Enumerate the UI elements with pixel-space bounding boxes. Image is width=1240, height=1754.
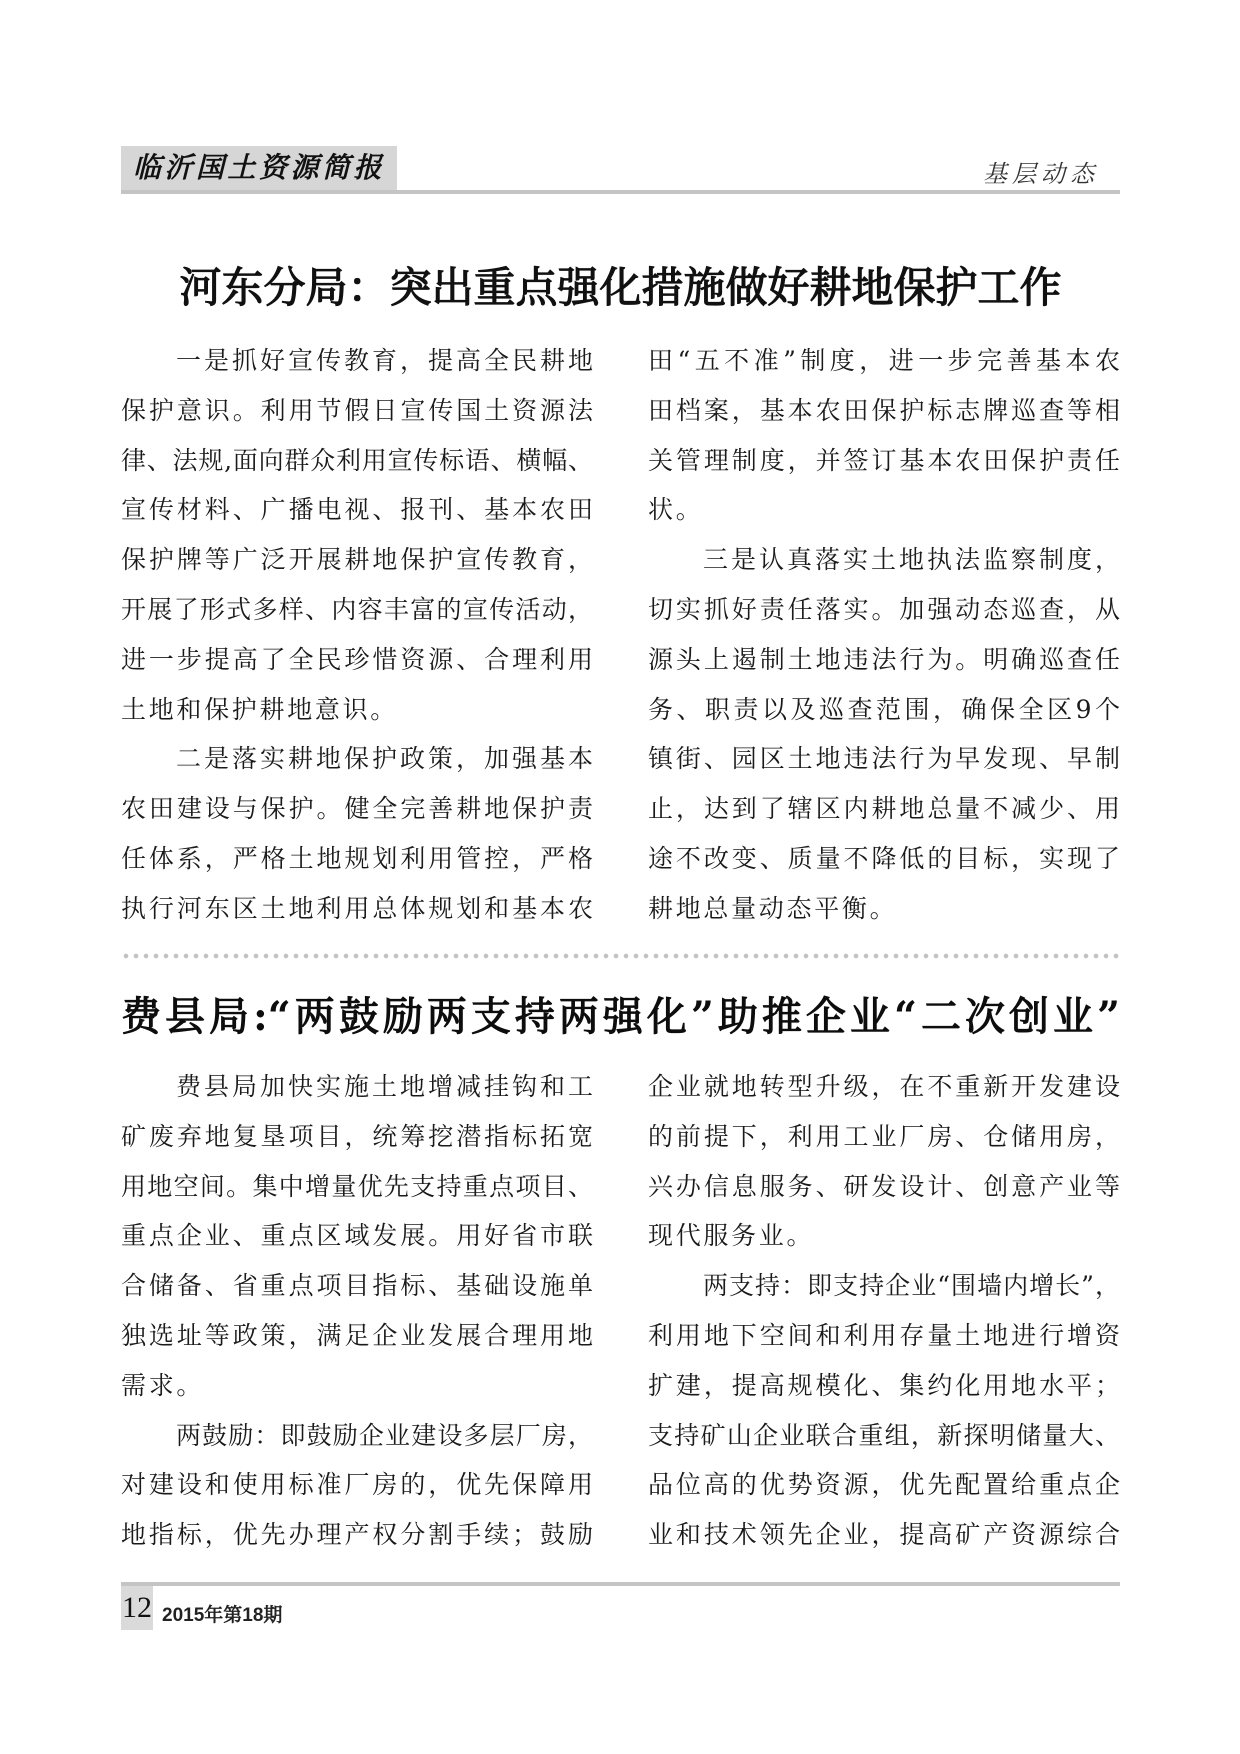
text-line: 的前提下，利用工业厂房、仓储用房， xyxy=(648,1121,1120,1151)
text-line: 品位高的优势资源，优先配置给重点企 xyxy=(648,1470,1120,1500)
section-label: 基层动态 xyxy=(983,160,1099,188)
text-line: 源头上遏制土地违法行为。明确巡查任 xyxy=(648,644,1120,674)
text-line: 田“五不准”制度，进一步完善基本农 xyxy=(648,346,1120,375)
text-line: 独选址等政策，满足企业发展合理用地 xyxy=(121,1320,593,1350)
text-line: 田档案，基本农田保护标志牌巡查等相 xyxy=(648,395,1120,425)
text-line: 两鼓励：即鼓励企业建设多层厂房， xyxy=(176,1420,593,1450)
text-line: 农田建设与保护。健全完善耕地保护责 xyxy=(121,794,593,824)
text-line: 业和技术领先企业，提高矿产资源综合 xyxy=(648,1520,1120,1550)
footer-rule xyxy=(121,1582,1120,1586)
text-line: 利用地下空间和利用存量土地进行增资 xyxy=(648,1320,1120,1350)
article-divider xyxy=(121,953,1120,959)
text-line: 土地和保护耕地意识。 xyxy=(121,694,399,724)
text-line: 两支持：即支持企业“围墙内增长”， xyxy=(703,1271,1120,1301)
article-title: 费县局:“两鼓励两支持两强化”助推企业“二次创业” xyxy=(121,993,1120,1040)
text-line: 费县局加快实施土地增减挂钩和工 xyxy=(176,1072,593,1101)
text-line: 合储备、省重点项目指标、基础设施单 xyxy=(121,1271,593,1301)
text-line: 地指标，优先办理产权分割手续；鼓励 xyxy=(121,1520,593,1550)
article-column-left xyxy=(121,336,593,934)
text-line: 任体系，严格土地规划利用管控，严格 xyxy=(121,843,593,873)
text-line: 宣传材料、广播电视、报刊、基本农田 xyxy=(121,495,593,525)
text-line: 镇街、园区土地违法行为早发现、早制 xyxy=(648,744,1120,774)
text-line: 兴办信息服务、研发设计、创意产业等 xyxy=(648,1171,1120,1201)
issue-label: 2015年第18期 xyxy=(162,1605,283,1626)
page-number: 12 xyxy=(121,1586,153,1630)
text-line: 进一步提高了全民珍惜资源、合理利用 xyxy=(121,644,593,674)
text-line: 止，达到了辖区内耕地总量不减少、用 xyxy=(648,794,1120,824)
text-line: 状。 xyxy=(648,495,704,525)
text-line: 保护意识。利用节假日宣传国土资源法 xyxy=(121,395,593,425)
header-bar xyxy=(121,146,397,192)
text-line: 现代服务业。 xyxy=(648,1221,815,1251)
text-line: 执行河东区土地利用总体规划和基本农 xyxy=(121,893,593,923)
text-line: 支持矿山企业联合重组，新探明储量大、 xyxy=(648,1420,1120,1450)
text-line: 开展了形式多样、内容丰富的宣传活动， xyxy=(121,594,593,624)
text-line: 切实抓好责任落实。加强动态巡查，从 xyxy=(648,594,1120,624)
text-line: 用地空间。集中增量优先支持重点项目、 xyxy=(121,1171,593,1201)
text-line: 保护牌等广泛开展耕地保护宣传教育， xyxy=(121,545,593,575)
text-line: 对建设和使用标准厂房的，优先保障用 xyxy=(121,1470,593,1500)
article-column-right xyxy=(648,1062,1120,1560)
text-line: 二是落实耕地保护政策，加强基本 xyxy=(176,744,593,774)
text-line: 务、职责以及巡查范围，确保全区9个 xyxy=(648,694,1120,724)
text-line: 矿废弃地复垦项目，统筹挖潜指标拓宽 xyxy=(121,1121,593,1151)
text-line: 重点企业、重点区域发展。用好省市联 xyxy=(121,1221,593,1251)
article-column-right xyxy=(648,336,1120,934)
publication-name: 临沂国土资源简报 xyxy=(133,153,386,184)
text-line: 三是认真落实土地执法监察制度， xyxy=(703,545,1120,575)
text-line: 律、法规,面向群众利用宣传标语、横幅、 xyxy=(121,445,593,475)
text-line: 耕地总量动态平衡。 xyxy=(648,893,898,923)
header-rule xyxy=(121,190,1120,194)
text-line: 一是抓好宣传教育，提高全民耕地 xyxy=(176,346,593,375)
text-line: 企业就地转型升级，在不重新开发建设 xyxy=(648,1072,1120,1101)
article-title: 河东分局：突出重点强化措施做好耕地保护工作 xyxy=(179,263,1062,312)
text-line: 需求。 xyxy=(121,1370,205,1400)
article-column-left xyxy=(121,1062,593,1560)
text-line: 途不改变、质量不降低的目标，实现了 xyxy=(648,843,1120,873)
text-line: 扩建，提高规模化、集约化用地水平； xyxy=(648,1370,1120,1400)
text-line: 关管理制度，并签订基本农田保护责任 xyxy=(648,445,1120,475)
